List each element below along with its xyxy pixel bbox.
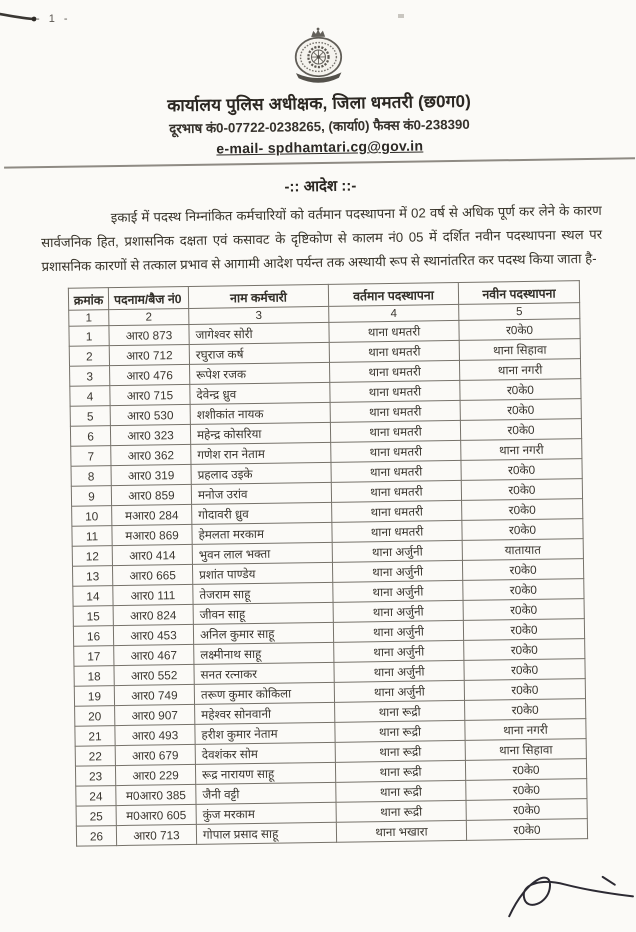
header-serial: क्रमांक	[68, 288, 108, 311]
cell-serial: 2	[69, 346, 109, 367]
cell-serial: 26	[76, 826, 116, 847]
cell-serial: 8	[71, 466, 111, 487]
cell-current-posting: थाना रूद्री	[335, 700, 465, 722]
header-current-posting: वर्तमान पदस्थापना	[328, 282, 458, 306]
cell-employee-name: देवेन्द्र ध्रुव	[190, 382, 330, 404]
cell-current-posting: थाना रूद्री	[336, 780, 466, 802]
cell-serial: 23	[75, 766, 115, 787]
cell-current-posting: थाना अर्जुनी	[334, 640, 464, 662]
cell-badge-number: आर0 414	[112, 544, 192, 565]
cell-serial: 24	[76, 786, 116, 807]
cell-new-posting: र0के0	[465, 699, 586, 721]
cell-employee-name: सनत रत्नाकर	[194, 662, 334, 684]
cell-serial: 9	[71, 486, 111, 507]
cell-badge-number: आर0 323	[110, 424, 190, 445]
header-employee-name: नाम कर्मचारी	[188, 284, 328, 308]
cell-employee-name: जीवन साहू	[193, 602, 333, 624]
cell-employee-name: गोदावरी ध्रुव	[192, 502, 332, 524]
cell-badge-number: आर0 467	[114, 644, 194, 665]
cell-badge-number: आर0 665	[112, 564, 192, 585]
horizontal-rule	[4, 157, 635, 168]
cell-new-posting: र0के0	[466, 799, 587, 821]
cell-badge-number: आर0 319	[111, 464, 191, 485]
cell-badge-number: आर0 715	[110, 384, 190, 405]
cell-badge-number: आर0 749	[114, 684, 194, 705]
cell-new-posting: र0के0	[463, 579, 584, 601]
cell-serial: 10	[72, 506, 112, 527]
cell-employee-name: रूपेश रजक	[190, 362, 330, 384]
cell-badge-number: आर0 679	[115, 744, 195, 765]
cell-badge-number: आर0 552	[114, 664, 194, 685]
cell-current-posting: थाना धमतरी	[329, 340, 459, 362]
cell-new-posting: थाना नगरी	[461, 439, 582, 461]
column-number: 4	[329, 304, 459, 322]
cell-employee-name: तरूण कुमार कोकिला	[194, 682, 334, 704]
cell-current-posting: थाना भखारा	[336, 820, 466, 842]
cell-new-posting: र0के0	[462, 499, 583, 521]
cell-serial: 25	[76, 806, 116, 827]
cell-employee-name: जैनी वट्टी	[196, 782, 336, 804]
transfer-table	[68, 280, 588, 847]
cell-employee-name: हेमलता मरकाम	[192, 522, 332, 544]
email-address: e-mail- spdhamtari.cg@gov.in	[2, 134, 636, 159]
cell-serial: 3	[70, 366, 110, 387]
scan-speck	[398, 14, 404, 18]
cell-new-posting: र0के0	[460, 379, 581, 401]
cell-serial: 5	[70, 406, 110, 427]
cell-serial: 15	[73, 606, 113, 627]
cell-badge-number: म0आर0 385	[116, 784, 196, 805]
page-number: - 1 -	[36, 13, 71, 25]
cell-new-posting: र0के0	[466, 779, 587, 801]
cell-employee-name: जागेश्वर सोरी	[189, 322, 329, 344]
cell-current-posting: थाना धमतरी	[329, 320, 459, 342]
cell-employee-name: शशीकांत नायक	[190, 402, 330, 424]
cell-new-posting: र0के0	[463, 619, 584, 641]
cell-serial: 19	[74, 686, 114, 707]
cell-badge-number: आर0 493	[115, 724, 195, 745]
cell-current-posting: थाना अर्जुनी	[333, 580, 463, 602]
cell-employee-name: रूद्र नारायण साहू	[195, 762, 335, 784]
column-number: 3	[189, 306, 329, 324]
order-heading: -:: आदेश ::-	[2, 171, 636, 200]
cell-serial: 17	[74, 646, 114, 667]
cell-serial: 16	[73, 626, 113, 647]
cell-employee-name: तेजराम साहू	[193, 582, 333, 604]
office-name: कार्यालय पुलिस अधीक्षक, जिला धमतरी (छ0ग0)	[1, 86, 636, 118]
cell-new-posting: र0के0	[460, 419, 581, 441]
cell-new-posting: थाना नगरी	[465, 719, 586, 741]
cell-badge-number: आर0 476	[110, 364, 190, 385]
cell-badge-number: आर0 907	[115, 704, 195, 725]
cell-employee-name: गणेश रान नेताम	[191, 442, 331, 464]
cell-current-posting: थाना धमतरी	[329, 360, 459, 382]
cell-current-posting: थाना अर्जुनी	[332, 540, 462, 562]
cell-serial: 22	[75, 746, 115, 767]
cell-badge-number: आर0 873	[109, 324, 189, 345]
cell-serial: 4	[70, 386, 110, 407]
cell-current-posting: थाना धमतरी	[330, 420, 460, 442]
cell-badge-number: आर0 229	[115, 764, 195, 785]
cell-new-posting: र0के0	[466, 819, 587, 841]
cell-new-posting: र0के0	[465, 759, 586, 781]
cell-badge-number: आर0 713	[116, 824, 196, 845]
cell-serial: 1	[69, 326, 109, 347]
cell-new-posting: र0के0	[464, 659, 585, 681]
cell-serial: 21	[75, 726, 115, 747]
cell-badge-number: आर0 824	[113, 604, 193, 625]
cell-new-posting: र0के0	[464, 639, 585, 661]
cell-serial: 13	[72, 566, 112, 587]
cell-current-posting: थाना धमतरी	[331, 460, 461, 482]
cell-current-posting: थाना धमतरी	[331, 480, 461, 502]
cell-employee-name: कुंज मरकाम	[196, 802, 336, 824]
cell-employee-name: गोपाल प्रसाद साहू	[196, 822, 336, 844]
cell-employee-name: हरीश कुमार नेताम	[195, 722, 335, 744]
cell-current-posting: थाना रूद्री	[335, 740, 465, 762]
cell-badge-number: मआर0 284	[112, 504, 192, 525]
cell-current-posting: थाना धमतरी	[330, 380, 460, 402]
cell-new-posting: र0के0	[461, 459, 582, 481]
cell-new-posting: थाना नगरी	[459, 359, 580, 381]
cell-serial: 12	[72, 546, 112, 567]
column-number: 5	[459, 303, 580, 321]
cell-new-posting: यातायात	[462, 539, 583, 561]
cell-serial: 18	[74, 666, 114, 687]
cell-new-posting: र0के0	[462, 559, 583, 581]
cell-new-posting: र0के0	[460, 399, 581, 421]
cell-current-posting: थाना अर्जुनी	[333, 620, 463, 642]
column-number: 1	[69, 310, 109, 327]
cell-current-posting: थाना अर्जुनी	[334, 660, 464, 682]
cell-new-posting: र0के0	[459, 319, 580, 341]
cell-badge-number: आर0 712	[109, 344, 189, 365]
cell-employee-name: प्रहलाद उइके	[191, 462, 331, 484]
cell-employee-name: भुवन लाल भक्ता	[192, 542, 332, 564]
cell-badge-number: आर0 111	[113, 584, 193, 605]
cell-serial: 14	[73, 586, 113, 607]
cell-new-posting: थाना सिहावा	[465, 739, 586, 761]
cell-badge-number: आर0 453	[113, 624, 193, 645]
cell-current-posting: थाना रूद्री	[335, 720, 465, 742]
cell-badge-number: म0आर0 605	[116, 804, 196, 825]
cell-employee-name: देवशंकर सोम	[195, 742, 335, 764]
police-badge-emblem-icon	[283, 25, 354, 88]
order-body-text: इकाई में पदस्थ निम्नांकित कर्मचारियों को वर्तमान पदस्थापना में 02 वर्ष से अधिक पूर्ण कर लेने के कारण सार्वजनिक हित, प्रशासनिक दक्षता एवं कसावट के दृष्टिकोण से कालम नं0 05 में दर्शित नवीन पदस्थापना स्थल पर प्रशासनिक कारणों से तत्काल प्रभाव से आगामी आदेश पर्यन्त तक अस्थायी रूप से स्थानांतरित कर पदस्थ किया जाता है-	[41, 199, 603, 279]
cell-new-posting: र0के0	[464, 679, 585, 701]
cell-employee-name: महेश्वर सोनवानी	[195, 702, 335, 724]
cell-current-posting: थाना धमतरी	[330, 400, 460, 422]
document-content	[0, 21, 636, 847]
cell-current-posting: थाना अर्जुनी	[332, 560, 462, 582]
phone-fax-line: दूरभाष कं0-07722-0238265, (कार्या0) फैक्स कं0-238390	[1, 112, 636, 139]
cell-employee-name: रघुराज कर्ष	[189, 342, 329, 364]
cell-employee-name: प्रशांत पाण्डेय	[192, 562, 332, 584]
cell-serial: 20	[75, 706, 115, 727]
cell-employee-name: अनिल कुमार साहू	[193, 622, 333, 644]
cell-serial: 6	[70, 426, 110, 447]
signature-scribble-icon	[498, 864, 636, 924]
cell-employee-name: मनोज उरांव	[191, 482, 331, 504]
cell-current-posting: थाना धमतरी	[331, 440, 461, 462]
cell-badge-number: मआर0 869	[112, 524, 192, 545]
cell-current-posting: थाना रूद्री	[335, 760, 465, 782]
cell-current-posting: थाना अर्जुनी	[334, 680, 464, 702]
cell-badge-number: आर0 859	[111, 484, 191, 505]
cell-badge-number: आर0 530	[110, 404, 190, 425]
cell-current-posting: थाना रूद्री	[336, 800, 466, 822]
cell-new-posting: र0के0	[461, 479, 582, 501]
cell-new-posting: र0के0	[462, 519, 583, 541]
header-new-posting: नवीन पदस्थापना	[458, 281, 579, 305]
cell-current-posting: थाना धमतरी	[332, 520, 462, 542]
cell-serial: 11	[72, 526, 112, 547]
cell-new-posting: थाना सिहावा	[459, 339, 580, 361]
cell-employee-name: महेन्द्र कोसरिया	[190, 422, 330, 444]
column-number: 2	[109, 308, 189, 325]
cell-employee-name: लक्ष्मीनाथ साहू	[194, 642, 334, 664]
cell-current-posting: थाना अर्जुनी	[333, 600, 463, 622]
cell-serial: 7	[71, 446, 111, 467]
cell-current-posting: थाना धमतरी	[332, 500, 462, 522]
cell-badge-number: आर0 362	[111, 444, 191, 465]
header-designation-badge: पदनाम/बैज नं0	[108, 286, 188, 309]
cell-new-posting: र0के0	[463, 599, 584, 621]
table-body	[69, 319, 588, 847]
